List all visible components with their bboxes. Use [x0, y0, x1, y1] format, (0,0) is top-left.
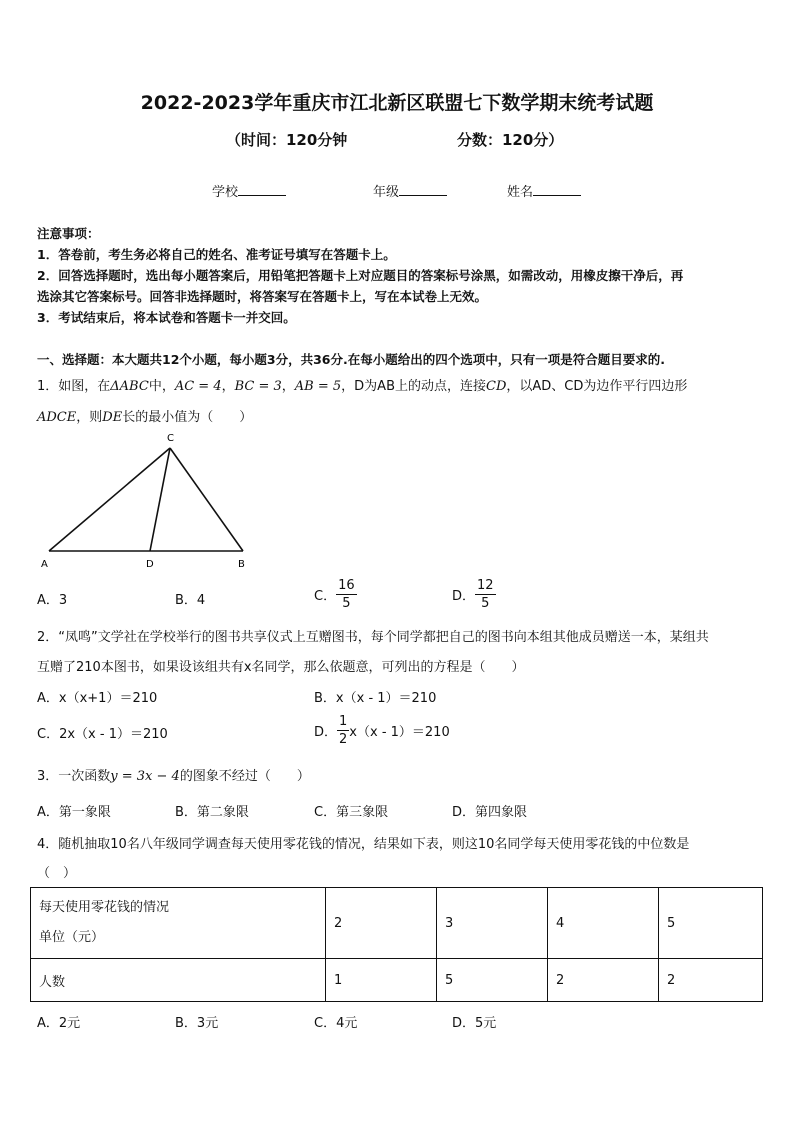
table-header-cell — [31, 888, 326, 959]
grade-blank — [399, 184, 447, 196]
q4-table — [30, 887, 763, 1002]
school-field — [212, 181, 286, 200]
table-header-cell: 人数 — [31, 959, 326, 1002]
note-item: 选涂其它答案标号。回答非选择题时，将答案写在答题卡上，写在本试卷上无效。 — [37, 289, 488, 304]
q4-line2: （ ） — [37, 866, 77, 881]
q1-text: 中， — [148, 379, 175, 394]
q1-text: ， — [281, 379, 295, 394]
section-heading: 一、选择题：本大题共12个小题，每小题3分，共36分.在每小题给出的四个选项中，只有一项是符合题目要求的. — [37, 352, 665, 367]
school-label: 学校 — [212, 185, 239, 200]
q1-math-cd: CD — [486, 379, 507, 394]
note-item: 2．回答选择题时，选出每小题答案后，用铅笔把答题卡上对应题目的答案标号涂黑，如需改动，用橡皮擦干净后，再 — [37, 268, 684, 283]
q1-math-adce: ADCE — [37, 410, 77, 425]
fraction-numerator: 1 — [339, 714, 348, 729]
label-c: C — [167, 433, 174, 444]
q2-line1: 2．“凤鸣”文学社在学校举行的图书共享仪式上互赠图书，每个同学都把自己的图书向本组其他成员赠送一本，某组共 — [37, 630, 709, 645]
q3-text: 3．一次函数 — [37, 769, 111, 784]
q1-text: ，D为AB上的动点，连接 — [341, 379, 486, 394]
q4-option-a: A．2元 — [37, 1016, 81, 1031]
q1-math-bc: BC = 3 — [234, 379, 282, 394]
name-field — [507, 181, 581, 200]
label-d: D — [146, 559, 154, 570]
q3-option-a: A．第一象限 — [37, 805, 111, 820]
q3-text: 的图象不经过（ ） — [179, 769, 310, 784]
q3-option-d: D．第四象限 — [452, 805, 528, 820]
grade-field — [373, 181, 447, 200]
q2-line2: 互赠了210本图书，如果设该组共有x名同学，那么依题意，可列出的方程是（ ） — [37, 660, 525, 675]
q2-option-b: B．x（x - 1）＝210 — [314, 691, 437, 706]
q1-math-triangle: ΔABC — [110, 379, 149, 394]
q2-option-d-prefix: D． — [314, 725, 338, 740]
fraction-numerator: 12 — [477, 578, 494, 593]
q2-option-c: C．2x（x - 1）＝210 — [37, 727, 168, 742]
segment-cb — [170, 448, 243, 551]
exam-score: 分数：120分） — [457, 131, 564, 149]
notes-heading: 注意事项： — [37, 226, 100, 241]
table-cell: 5 — [659, 888, 763, 959]
q1-text: ， — [221, 379, 235, 394]
note-item: 1．答卷前，考生务必将自己的姓名、准考证号填写在答题卡上。 — [37, 247, 396, 262]
q2-option-a: A．x（x+1）＝210 — [37, 691, 158, 706]
q1-line1 — [37, 375, 687, 394]
q1-text: ，则 — [76, 410, 103, 425]
q1-text: 长的最小值为（ ） — [122, 410, 253, 425]
q4-option-d: D．5元 — [452, 1016, 497, 1031]
q1-line2 — [37, 406, 252, 425]
fraction-numerator: 16 — [338, 578, 355, 593]
name-blank — [533, 184, 581, 196]
table-row — [31, 959, 763, 1002]
q3-line — [37, 765, 310, 784]
table-header-line: 每天使用零花钱的情况 — [39, 900, 170, 915]
q1-option-d — [452, 577, 496, 612]
fraction-denominator: 2 — [339, 732, 348, 747]
q2-option-d-rest: x（x - 1）＝210 — [349, 725, 450, 740]
q4-option-c: C．4元 — [314, 1016, 358, 1031]
page-title: 2022-2023学年重庆市江北新区联盟七下数学期末统考试题 — [140, 92, 654, 114]
q1-math-ac: AC = 4 — [174, 379, 222, 394]
q1-math-de: DE — [102, 410, 123, 425]
q1-option-a: A．3 — [37, 593, 68, 608]
q1-option-b: B．4 — [175, 593, 206, 608]
table-cell: 2 — [548, 959, 659, 1002]
segment-ac — [49, 448, 170, 551]
name-label: 姓名 — [507, 185, 534, 200]
table-cell: 3 — [437, 888, 548, 959]
q2-option-d — [314, 713, 450, 748]
q1-option-c-prefix: C． — [314, 589, 337, 604]
q1-text: ，以AD、CD为边作平行四边形 — [506, 379, 688, 394]
fraction-denominator: 5 — [481, 596, 490, 611]
q1-text: 1．如图，在 — [37, 379, 111, 394]
school-blank — [238, 184, 286, 196]
grade-label: 年级 — [373, 185, 400, 200]
table-cell: 2 — [326, 888, 437, 959]
q1-math-ab: AB = 5 — [294, 379, 342, 394]
q1-option-d-prefix: D． — [452, 589, 476, 604]
table-cell: 5 — [437, 959, 548, 1002]
table-header-line: 单位（元） — [39, 930, 105, 945]
table-row — [31, 888, 763, 959]
q3-option-b: B．第二象限 — [175, 805, 249, 820]
fraction-denominator: 5 — [342, 596, 351, 611]
note-item: 3．考试结束后，将本试卷和答题卡一并交回。 — [37, 310, 296, 325]
table-cell: 2 — [659, 959, 763, 1002]
q3-option-c: C．第三象限 — [314, 805, 389, 820]
q4-line1: 4．随机抽取10名八年级同学调查每天使用零花钱的情况，结果如下表，则这10名同学每天使用零花钱的中位数是 — [37, 837, 690, 852]
q1-option-c — [314, 577, 357, 612]
q4-option-b: B．3元 — [175, 1016, 219, 1031]
q3-math-equation: y = 3x − 4 — [110, 769, 180, 784]
label-a: A — [41, 559, 48, 570]
table-cell: 4 — [548, 888, 659, 959]
label-b: B — [238, 559, 245, 570]
q1-option-c-fraction — [336, 577, 357, 612]
q2-option-d-fraction — [337, 713, 349, 748]
q1-option-d-fraction — [475, 577, 496, 612]
exam-time: （时间：120分钟 — [226, 131, 348, 149]
table-cell: 1 — [326, 959, 437, 1002]
q1-triangle-figure — [34, 428, 254, 573]
